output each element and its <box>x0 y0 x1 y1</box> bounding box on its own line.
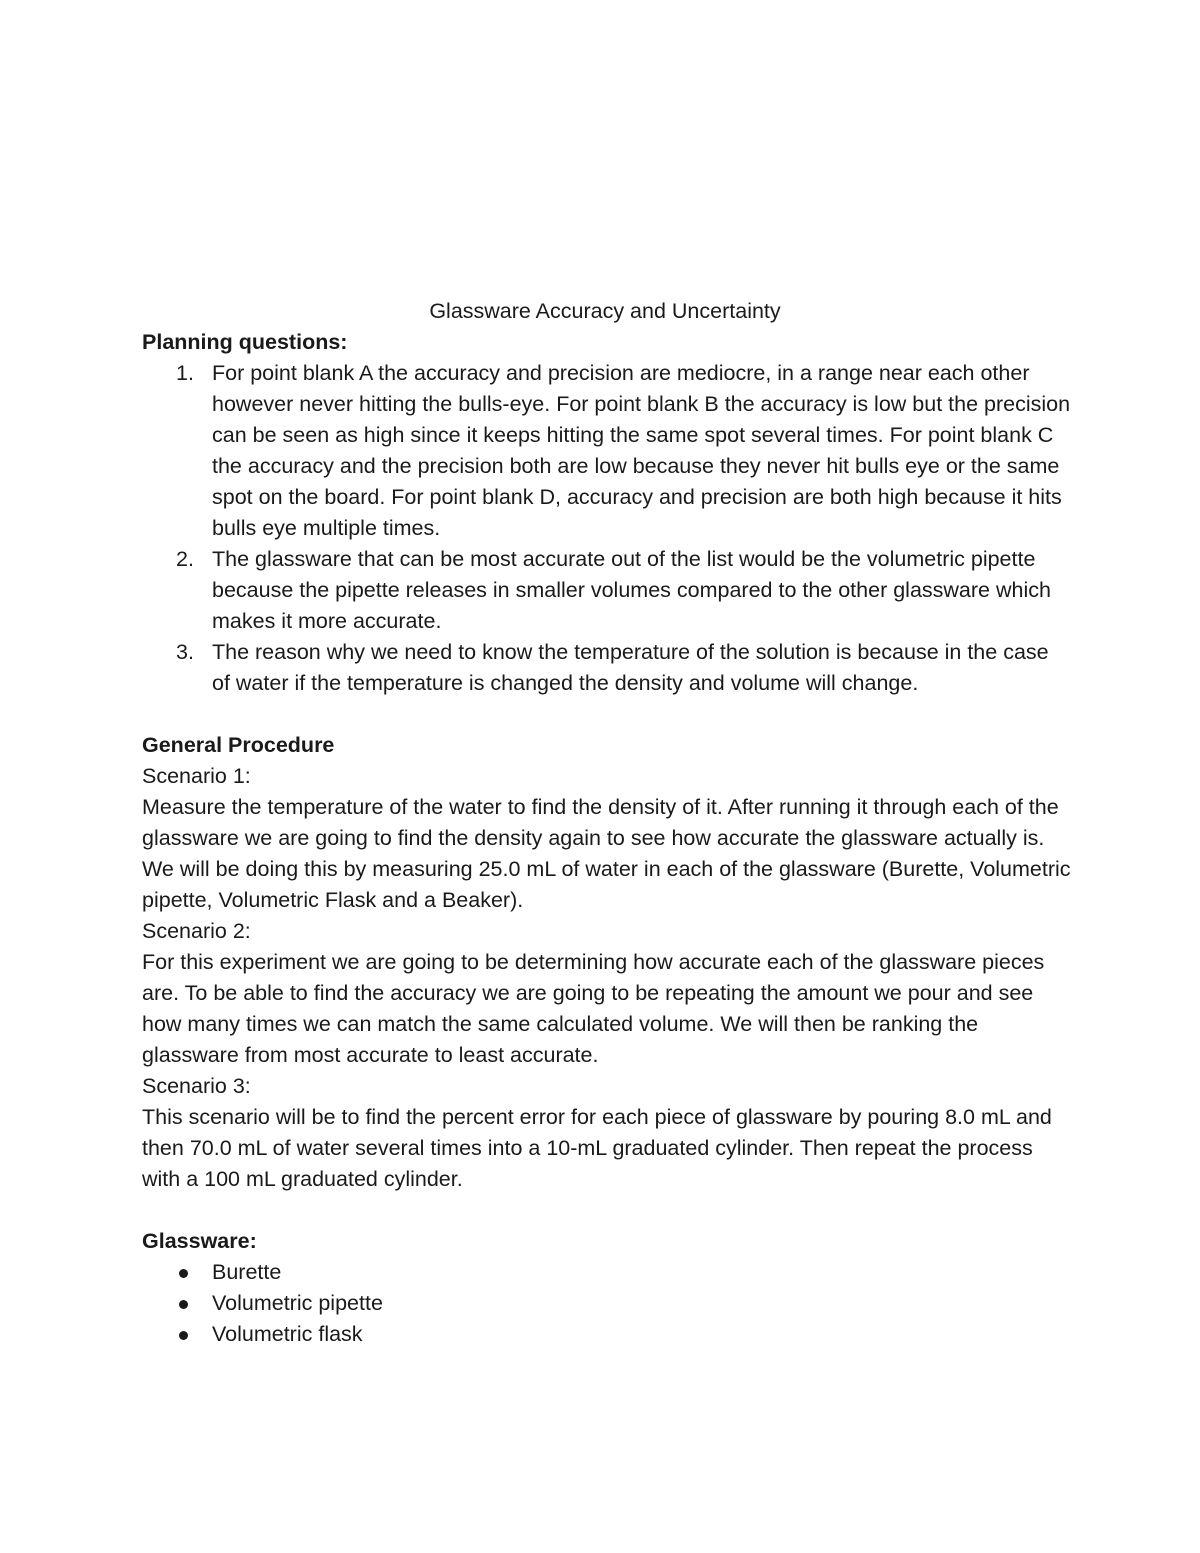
list-item-text: For point blank A the accuracy and precision are mediocre, in a range near each other however never hitting the bulls-eye. For point blank B the accuracy is low but the precision can be seen as high since it keeps hitting the same spot several times. For point blank C the accuracy and the precision both are low because they never hit bulls eye or the same spot on the board. For point blank D, accuracy and precision are both high because it hits bulls eye multiple times. <box>212 361 1071 540</box>
list-item <box>142 1319 1072 1350</box>
list-item-number: 2. <box>176 547 194 571</box>
glassware-list <box>142 1257 1072 1350</box>
glassware-heading: Glassware: <box>142 1229 257 1253</box>
list-item <box>142 544 1072 637</box>
list-item-number: 1. <box>176 361 194 385</box>
planning-questions-list <box>142 358 1072 699</box>
scenario-2-label: Scenario 2: <box>142 919 251 943</box>
scenario-3-text: This scenario will be to find the percent error for each piece of glassware by pouring 8.0 mL and then 70.0 mL of water several times into a 10-mL graduated cylinder. Then repeat the process with a 100 mL graduated cylinder. <box>142 1105 1052 1191</box>
list-item-text: The glassware that can be most accurate out of the list would be the volumetric pipette because the pipette releases in smaller volumes compared to the other glassware which makes it more accurate. <box>212 547 1051 633</box>
glassware-item-text: Burette <box>212 1260 282 1284</box>
document-title: Glassware Accuracy and Uncertainty <box>429 299 781 323</box>
list-item <box>142 358 1072 544</box>
document-body <box>142 296 1072 1350</box>
glassware-item-text: Volumetric pipette <box>212 1291 383 1315</box>
scenario-1-label: Scenario 1: <box>142 764 251 788</box>
list-item-number: 3. <box>176 640 194 664</box>
list-item <box>142 1257 1072 1288</box>
planning-questions-heading: Planning questions: <box>142 330 348 354</box>
list-item-text: The reason why we need to know the temperature of the solution is because in the case of water if the temperature is changed the density and volume will change. <box>212 640 1049 695</box>
glassware-item-text: Volumetric flask <box>212 1322 363 1346</box>
scenario-2-text: For this experiment we are going to be determining how accurate each of the glassware pieces are. To be able to find the accuracy we are going to be repeating the amount we pour and see how many times we can match the same calculated volume. We will then be ranking the glassware from most accurate to least accurate. <box>142 950 1045 1067</box>
scenario-1-text: Measure the temperature of the water to find the density of it. After running it through each of the glassware we are going to find the density again to see how accurate the glassware actually is. We will be doing this by measuring 25.0 mL of water in each of the glassware (Burette, Volumetric pipette, Volumetric Flask and a Beaker). <box>142 795 1071 912</box>
bullet-icon <box>179 1269 188 1278</box>
bullet-icon <box>179 1331 188 1340</box>
list-item <box>142 637 1072 699</box>
blank-line <box>142 699 1072 730</box>
list-item <box>142 1288 1072 1319</box>
general-procedure-heading: General Procedure <box>142 733 335 757</box>
blank-line <box>142 1195 1072 1226</box>
scenario-3-label: Scenario 3: <box>142 1074 251 1098</box>
bullet-icon <box>179 1300 188 1309</box>
